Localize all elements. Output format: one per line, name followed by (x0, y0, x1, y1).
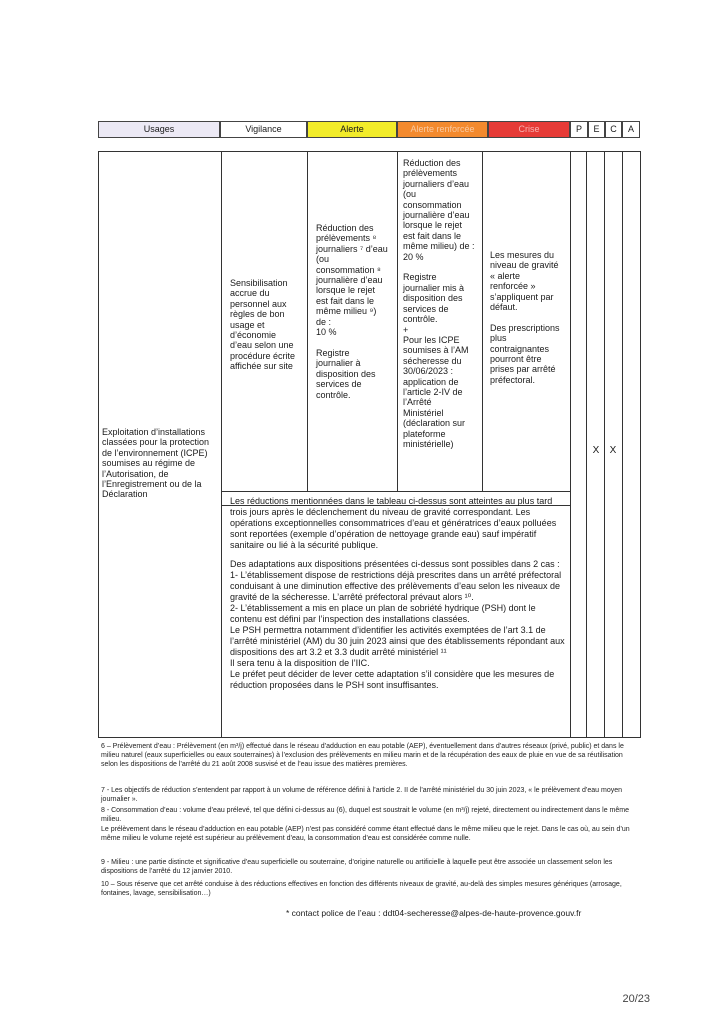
footnote-10: 10 – Sous réserve que cet arrêté conduise à des réductions effectives en fonction des différents niveaux de gravité, au-delà des simples mesures génériques (arrosage, fontaines, lavage, sensibilisation…) (101, 881, 622, 898)
col-divider-alerte (397, 151, 398, 491)
contact-line: * contact police de l’eau : ddt04-secheresse@alpes-de-haute-provence.gouv.fr (286, 908, 582, 918)
header-crise: Crise (488, 121, 570, 138)
footnote-9: 9 - Milieu : une partie distincte et significative d’eau superficielle ou souterraine, d’origine naturelle ou artificielle à laquelle peut être associée un classement selon les dispositions de l’arrêté du 12 janvier 2010. (101, 859, 613, 876)
header-p: P (570, 121, 588, 138)
table-bottom-border (98, 737, 641, 738)
crise-cell: Les mesures du niveau de gravité « alerte renforcée » s’appliquent par défaut. Des prescriptions plus contraignantes pourront être prises par arrêté préfectoral. (490, 250, 560, 385)
notes-block (230, 496, 568, 691)
col-divider-e (604, 151, 605, 737)
notes-para-2: Des adaptations aux dispositions présentées ci-dessus sont possibles dans 2 cas : (230, 559, 560, 569)
alerte-cell: Réduction des prélèvements ⁸ journaliers ⁷ d’eau (ou consommation ⁸ journalière d’eau lorsque le rejet est fait dans le même milieu ⁹) de : 10 % Registre journalier à disposition des services de contrôle. (316, 223, 388, 400)
notes-para-3: 1- L’établissement dispose de restrictions déjà prescrites dans un arrêté préfectoral conduisant à une diminution effective des prélèvements d’eau selon les niveaux de gravité de la sécheresse. L’arrêté préfectoral prévaut alors ¹⁰. (230, 570, 562, 602)
col-divider-c (622, 151, 623, 737)
notes-top-border (221, 491, 570, 492)
footnote-7: 7 - Les objectifs de réduction s’entendent par rapport à un volume de référence défini à l’article 2. II de l’arrêté ministériel du 30 juin 2023, « le prélèvement d’eau moyen journalier ». (101, 787, 623, 804)
usage-cell: Exploitation d’installations classées pour la protection de l’environnement (ICPE) soumises au régime de l’Autorisation, de l’Enregistrement ou de la Déclaration (102, 427, 210, 500)
e-mark: X (592, 445, 600, 456)
vigilance-cell: Sensibilisation accrue du personnel aux règles de bon usage et d’économie d’eau selon une procédure écrite affichée sur site (230, 278, 296, 372)
header-e: E (588, 121, 605, 138)
col-divider-usage (221, 151, 222, 737)
col-divider-p (586, 151, 587, 737)
footnote-8b: Le prélèvement dans le réseau d’adduction en eau potable (AEP) n’est pas considéré comme étant effectué dans le même milieu que le rejet. Dans le cas où, au sein d’un même milieu le volume rejeté est supérieur au prélèvement d’eau, la consommation d’eau est considérée comme nulle. (101, 826, 630, 843)
header-alerte-renforcee: Alerte renforcée (397, 121, 488, 138)
c-mark: X (609, 445, 617, 456)
footnote-8a: 8 - Consommation d’eau : volume d’eau prélevé, tel que défini ci-dessus au (6), duquel est soustrait le volume (en m³/j) rejeté, directement ou indirectement dans le même milieu. (101, 807, 629, 824)
header-alerte: Alerte (307, 121, 397, 138)
alerte-renforcee-cell: Réduction des prélèvements journaliers d’eau (ou consommation journalière d’eau lorsque le rejet est fait dans le même milieu) de : 20 % Registre journalier mis à disposition des services de contrôle. + Pour les ICPE soumises à l’AM sécheresse du 30/06/2023 : application de l’article 2-IV de l’Arrêté Ministériel (déclaration sur plateforme ministérielle) (403, 158, 475, 449)
table-top-border (98, 151, 641, 152)
col-divider-crise (570, 151, 571, 737)
notes-para-4: 2- L’établissement a mis en place un plan de sobriété hydrique (PSH) dont le contenu est défini par l’inspection des installations classées. (230, 603, 536, 624)
col-divider-vigilance (307, 151, 308, 491)
notes-para-1: Les réductions mentionnées dans le tableau ci-dessus sont atteintes au plus tard trois jours après le déclenchement du niveau de gravité correspondant. Les opérations exceptionnelles consommatrices d’eau et génératrices d’eaux polluées sont reportées (exemple d’opération de nettoyage grande eau) sauf impératif sanitaire ou lié à la sécurité publique. (230, 496, 557, 550)
table-right-border (640, 151, 641, 737)
header-vigilance: Vigilance (220, 121, 307, 138)
table-left-border (98, 151, 99, 737)
header-c: C (605, 121, 622, 138)
notes-para-7: Le préfet peut décider de lever cette adaptation s’il considère que les mesures de réduction proposées dans le PSH sont insuffisantes. (230, 669, 555, 690)
header-a: A (622, 121, 640, 138)
footnote-6: 6 – Prélèvement d’eau : Prélèvement (en m³/j) effectué dans le réseau d’adduction en eau potable (AEP), éventuellement dans d’autres réseaux (privé, public) et dans le milieu naturel (eaux superficielles ou eaux souterraines) à l’exclusion des prélèvements en milieu marin et de la récupération des eaux de pluie en vue de sa réutilisation selon les dispositions de l’arrêté du 21 août 2008 susvisé et de l’eau issue des matières premières. (101, 743, 624, 769)
header-usages: Usages (98, 121, 220, 138)
notes-para-5: Le PSH permettra notamment d’identifier les activités exemptées de l’art 3.1 de l’arrêté ministériel (AM) du 30 juin 2023 ainsi que des établissements répondant aux dispositions des art 3.2 et 3.3 dudit arrêté ministériel ¹¹ (230, 625, 565, 657)
page-number: 20/23 (622, 993, 650, 1005)
notes-para-6: Il sera tenu à la disposition de l’IIC. (230, 658, 370, 668)
